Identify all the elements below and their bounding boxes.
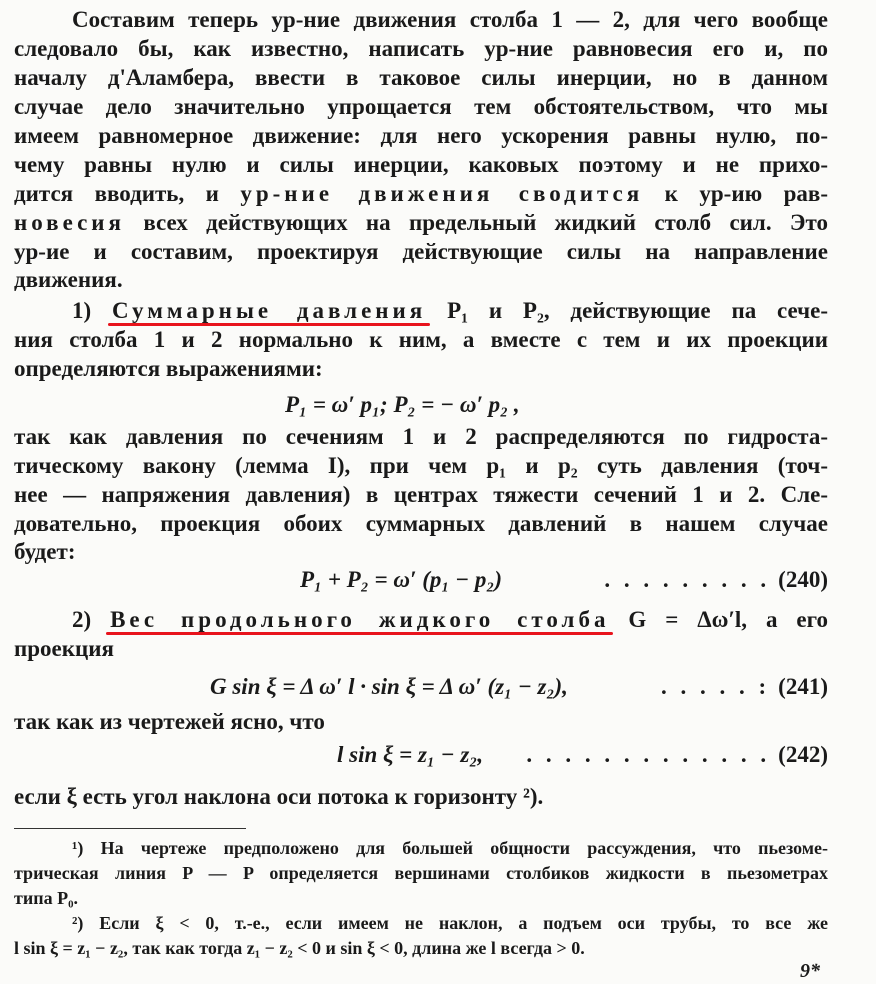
page-number: 9* [800,960,820,982]
leader-dots: . . . . . . . . . [604,567,771,592]
footnote-divider [14,828,246,829]
text-line: случае дело значительно упрощается тем обстоятельством, что мы [14,94,828,119]
formula: P₁ = ω′ p₁; P₂ = − ω′ p₂ , [285,392,520,417]
text-line: нее — напряжения давления) в центрах тяжести сечений 1 и 2. Сле- [14,482,828,507]
leader-dots: . . . . . . . . . . . . . [526,742,771,767]
formula-240: P₁ + P₂ = ω′ (p₁ − p₂) [300,567,502,592]
text-line: так как давления по сечениям 1 и 2 распределяются по гидроста- [14,424,828,449]
formula-242: l sin ξ = z₁ − z₂, [337,742,484,767]
footnote: ¹) На чертеже предположено для большей общности рассуждения, что пьезоме- [72,838,828,858]
equation-number: (240) [778,567,828,592]
footnote: ²) Если ξ < 0, т.-е., если имеем не наклон, а подъем оси трубы, то все же [72,913,828,933]
text-line: так как из чертежей ясно, что [14,709,325,734]
text-line: имеем равномерное движение: для него ускорения равны нулю, по- [14,123,828,148]
footnote: типа P₀. [14,888,78,908]
text-line: началу д'Аламбера, ввести в таковое силы инерции, но в данном [14,65,828,90]
leader-dots: . . . . . : [661,674,771,699]
text-line: дится вводить, и ур-ние движения сводится к ур-ию рав- [14,181,828,206]
text-line: Составим теперь ур-ние движения столба 1 — 2, для чего вообще [72,7,828,32]
formula-241-row [210,673,828,701]
formula-241: G sin ξ = Δ ω′ l · sin ξ = Δ ω′ (z₁ − z₂), [210,674,568,699]
spaced-text: ур-ние движения сводится [240,181,644,206]
text-line: определяются выражениями: [14,356,323,381]
item-2-heading: 2) Вес продольного жидкого столба G = Δω′l, а его [72,607,828,632]
underlined-title: Вес продольного жидкого столба [110,607,610,632]
equation-number: (242) [778,742,828,767]
footnote: трическая линия P — P определяется вершинами столбиков жидкости в пьезометрах [14,863,828,883]
text-line: новесия всех действующих на предельный жидкий столб сил. Это [14,210,828,235]
text-line: если ξ есть угол наклона оси потока к горизонту ²). [14,784,544,809]
formula-240-row [300,566,828,594]
text-line: проекция [14,636,114,661]
spaced-text: новесия [14,210,125,235]
text-line: довательно, проекция обоих суммарных давлений в нашем случае [14,511,828,536]
text-line: чему равны нулю и силы инерции, каковых поэтому и не прихо- [14,152,828,177]
footnote: l sin ξ = z₁ − z₂, так как тогда z₁ − z₂ < 0 и sin ξ < 0, длина же l всегда > 0. [14,938,585,958]
equation-number: (241) [778,674,828,699]
text-line: следовало бы, как известно, написать ур-ние равновесия его и, по [14,36,828,61]
text-line: ния столба 1 и 2 нормально к ним, а вместе с тем и их проекции [14,327,828,352]
text-line: ур-ие и составим, проектируя действующие силы на направление [14,239,828,264]
underlined-title: Суммарные давления [111,298,427,323]
text-line: движения. [14,267,123,292]
text-line: тическому вакону (лемма I), при чем p₁ и p₂ суть давления (точ- [14,453,828,478]
formula-242-row [337,741,828,769]
item-1-heading: 1) Суммарные давления P₁ и P₂, действующие па сече- [72,298,828,323]
text-line: будет: [14,539,76,564]
